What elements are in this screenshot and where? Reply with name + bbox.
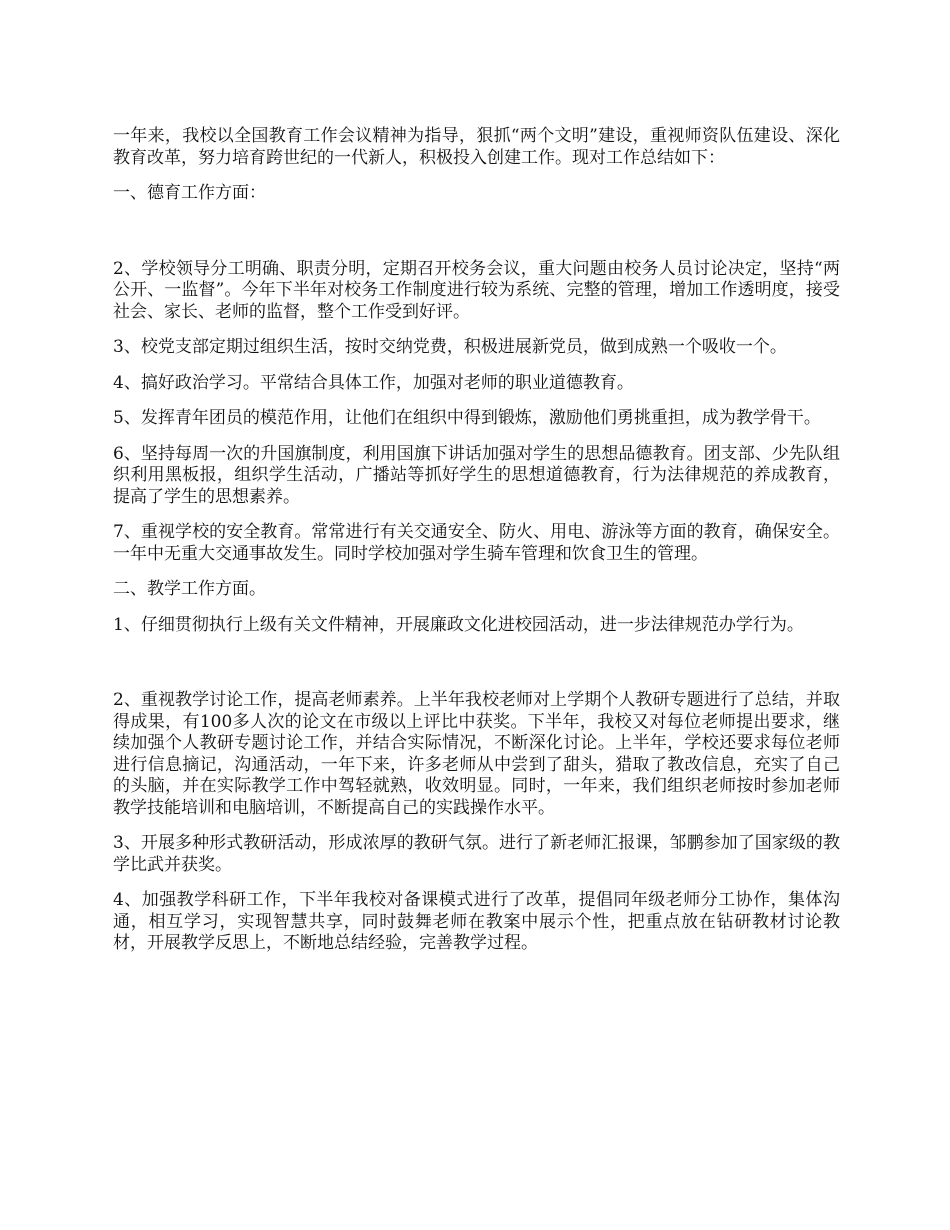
teaching-item-4: 4、加强教学科研工作，下半年我校对备课模式进行了改革，提倡同年级老师分工协作，集体沟通，相互学习，实现智慧共享，同时鼓舞老师在教案中展示个性，把重点放在钻研教材讨论教材，开展教学反思上，不断地总结经验，完善教学过程。 — [113, 890, 840, 953]
intro-paragraph: 一年来，我校以全国教育工作会议精神为指导，狠抓“两个文明”建设，重视师资队伍建设、深化教育改革，努力培育跨世纪的一代新人，积极投入创建工作。现对工作总结如下： — [113, 126, 840, 168]
teaching-item-1: 1、仔细贯彻执行上级有关文件精神，开展廉政文化进校园活动，进一步法律规范办学行为。 — [113, 614, 804, 635]
paragraph-gap — [113, 219, 840, 259]
moral-item-6: 6、坚持每周一次的升国旗制度，利用国旗下讲话加强对学生的思想品德教育。团支部、少先队组织利用黑板报，组织学生活动，广播站等抓好学生的思想道德教育，行为法律规范的养成教育，提高了学生的思想素养。 — [113, 443, 840, 507]
document-body — [113, 126, 840, 969]
section-heading-moral-education: 一、德育工作方面： — [113, 183, 266, 203]
moral-item-4: 4、搞好政治学习。平常结合具体工作，加强对老师的职业道德教育。 — [113, 372, 634, 393]
teaching-item-2: 2、重视教学讨论工作，提高老师素养。上半年我校老师对上学期个人教研专题进行了总结，并取得成果，有100多人次的论文在市级以上评比中获奖。下半年，我校又对每位老师提出要求，继续加强个人教研专题讨论工作，并结合实际情况，不断深化讨论。上半年，学校还要求每位老师进行信息摘记，沟通活动，一年下来，许多老师从中尝到了甜头，猎取了教改信息，充实了自己的头脑，并在实际教学工作中驾轻就熟，收效明显。同时，一年来，我们组织老师按时参加老师教学技能培训和电脑培训，不断提高自己的实践操作水平。 — [113, 690, 840, 818]
paragraph-gap — [113, 650, 840, 690]
moral-item-2: 2、学校领导分工明确、职责分明，定期召开校务会议，重大问题由校务人员讨论决定，坚持“两公开、一监督”。今年下半年对校务工作制度进行较为系统、完整的管理，增加工作透明度，接受社会、家长、老师的监督，整个工作受到好评。 — [113, 258, 840, 322]
moral-item-3: 3、校党支部定期过组织生活，按时交纳党费，积极进展新党员，做到成熟一个吸收一个。 — [113, 337, 787, 357]
teaching-item-3: 3、开展多种形式教研活动，形成浓厚的教研气氛。进行了新老师汇报课，邹鹏参加了国家级的教学比武并获奖。 — [113, 833, 840, 875]
moral-item-5: 5、发挥青年团员的模范作用，让他们在组织中得到锻炼，激励他们勇挑重担，成为教学骨干。 — [113, 408, 821, 428]
moral-item-7: 7、重视学校的安全教育。常常进行有关交通安全、防火、用电、游泳等方面的教育，确保安全。一年中无重大交通事故发生。同时学校加强对学生骑车管理和饮食卫生的管理。 — [113, 522, 840, 564]
section-heading-teaching: 二、教学工作方面。 — [113, 579, 266, 599]
